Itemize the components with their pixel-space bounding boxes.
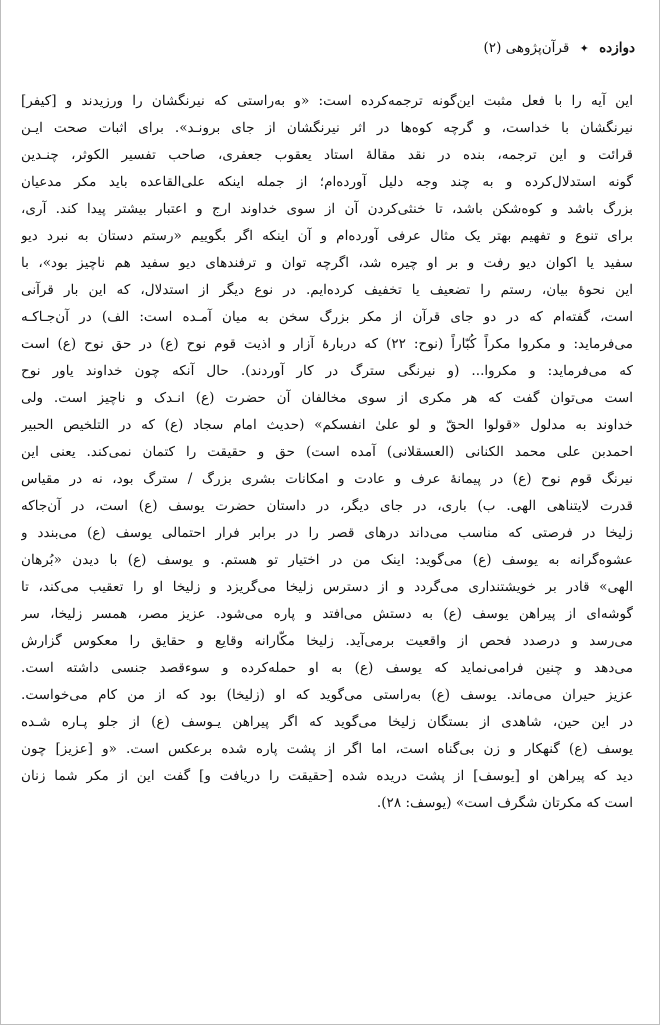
running-header [25,38,635,59]
text-line: این آیه را با فعل مثبت این‌گونه ترجمه‌کرده است: «و به‌راستی که نیرنگشان را ورزیدند و [کیفر] [21,93,633,109]
text-line: یوسف (ع) گنهکار و زن بی‌گناه است، اما اگر از پشت پاره شده برعکس است. «و [عزیز] چون [21,741,633,757]
text-line: زلیخا در فرصتی که مناسب می‌داند درهای قصر را در برابر فرار احتمالی یوسف (ع) می‌بندد و [21,525,633,541]
text-line: عزیز حیران می‌ماند. یوسف (ع) به‌راستی می‌گوید که او (زلیخا) بود که از من کام می‌خواست. [21,687,633,703]
text-line: عشوه‌گرانه به یوسف (ع) می‌گوید: اینک من در اختیار تو هستم. و یوسف (ع) با دیدن «بُرهان [21,552,633,568]
text-line: دید که پیراهن او [یوسف] از پشت دریده شده [حقیقت را دریافت و] گفت این از مکر شما زنان [21,768,633,784]
text-line: قرائت و این ترجمه، بنده در نقد مقالهٔ استاد یعقوب جعفری، صاحب تفسیر الکوثر، چنـدین [21,147,633,163]
text-line: سفید یا اکوان دیو رفت و بر او چیره شد، اگرچه توان و ترفندهای دیو سفید هم ناچیز بود»، با [21,255,633,271]
text-line: می‌رسد و درصدد فحص از واقعیت برمی‌آید. زلیخا مکّارانه وقایع و حقایق را معکوس گزارش [21,633,633,649]
text-line: بزرگ باشد و کوه‌شکن باشد، تا خنثی‌کردن آن از سوی خداوند ارج و اعتبار بیشتر پیدا کند. آری، [21,201,633,217]
text-line: این نحوهٔ بیان، رستم را تضعیف یا تخفیف کرده‌ایم. در نوع دیگر از استدلال، که این بار قرآنی [21,282,633,298]
text-line: گوشه‌ای از پیراهن یوسف (ع) به دستش می‌افتد و پاره می‌شود. عزیز مصر، همسر زلیخا، سر [21,606,633,622]
text-line: است، گفته‌ام که در دو جای قرآن از مکر بزرگ سخن به میان آمـده است: الف) در آن‌جـاکـه [21,309,633,325]
text-line: نیرنگشان با خداست، و گرچه کوه‌ها در اثر نیرنگشان از جای برونـد». برای اثبات صحت ایـن [21,120,633,136]
text-line: الهی» قادر بر خویشتنداری می‌گردد و از دسترس زلیخا می‌گریزد و زلیخا او را تعقیب می‌کند، تا [21,579,633,595]
text-line: احمدبن علی محمد الکنانی (العسقلانی) آمده است) حق و حقیقت را کتمان نمی‌کند. یعنی این [21,444,633,460]
text-line: می‌دهد و چنین فرامی‌نماید که یوسف (ع) به او حمله‌کرده و سوءقصد جنسی داشته است. [21,660,633,676]
text-line: نیرنگ قوم نوح (ع) در پیمانهٔ عرف و عادت و امکانات بشری بزرگ / سترگ بود، نه در مقیاس [21,471,633,487]
text-line: است می‌توان گفت که هر مکری از سوی مخالفان آن حضرت (ع) انـدک و ناچیز است. ولی [21,390,633,406]
page-number-word: دوازده [599,40,635,56]
text-line: می‌فرماید: و مکروا مکراً کُبّاراً (نوح: ۲۲) که دربارهٔ آزار و اذیت قوم نوح (ع) در حق نوح (ع) است [21,336,633,352]
text-line: خداوند به مدلول «قولوا الحقّ و لو علیٰ انفسکم» (حدیث امام سجاد (ع) که در التلخیص الحبیر [21,417,633,433]
text-line: در این حین، شاهدی از بستگان زلیخا می‌گوید که اگر پیراهن یـوسف (ع) از جلو پـاره شـده [21,714,633,730]
body-text [21,88,633,817]
text-line: است که مکرتان شگرف است» (یوسف: ۲۸). [376,795,633,811]
text-line: گونه استدلال‌کرده و به چند وجه دلیل آورده‌ام؛ از جمله اینکه علی‌القاعده باید مکر مدعیان [21,174,633,190]
diamond-separator-icon: ✦ [579,42,589,55]
text-line: قدرت لایتناهی الهی. ب) باری، در جای دیگر، در داستان حضرت یوسف (ع) است، در آن‌جاکه [21,498,633,514]
text-line: برای تنوع و تفهیم بهتر یک مثال عرفی آورده‌ام و آن اینکه اگر بگوییم «رستم دستان به نبرد دیو [21,228,633,244]
text-line: که می‌فرماید: و مکروا... (و نیرنگی سترگ در کار آوردند). حال آنکه چون خداوند یاور نوح [21,363,633,379]
journal-title: قرآن‌پژوهی (۲) [483,40,570,56]
